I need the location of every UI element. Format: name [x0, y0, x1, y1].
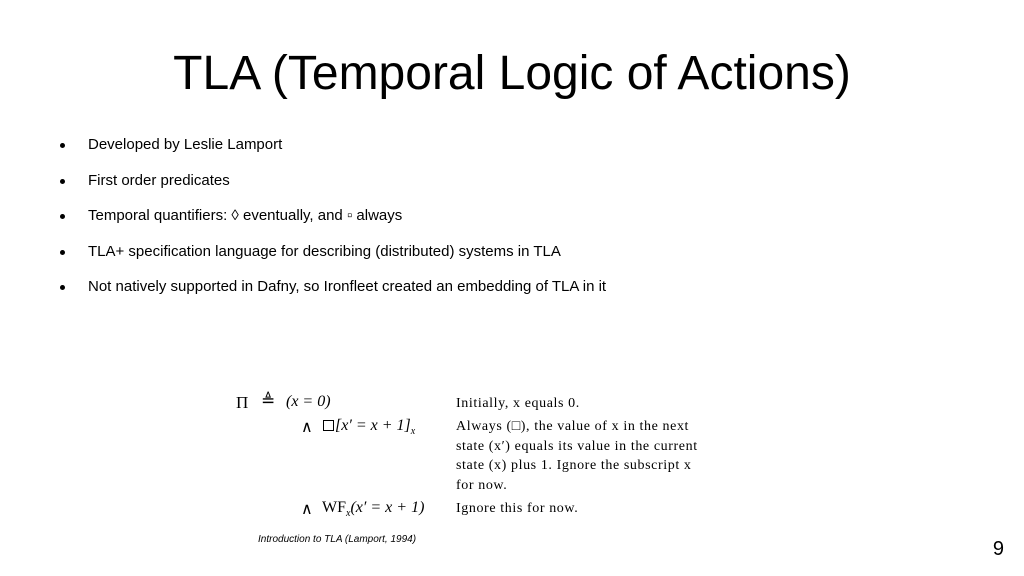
formula-line3-wf: WF: [322, 499, 346, 516]
bullet-dot-icon: [60, 143, 65, 148]
page-number: 9: [992, 538, 1004, 560]
bullet-text: Temporal quantifiers: ◊ eventually, and ▫ always: [88, 207, 403, 224]
figure-caption: Introduction to TLA (Lamport, 1994): [258, 534, 417, 545]
always-box-icon: [323, 420, 334, 431]
bullet-text: Developed by Leslie Lamport: [88, 136, 283, 153]
formula-expl-2-line: Always (□), the value of x in the next: [456, 419, 690, 434]
formula-line2-conj: ∧: [301, 419, 313, 436]
bullet-list: [56, 130, 606, 308]
bullet-dot-icon: [60, 250, 65, 255]
bullet-item: [56, 272, 606, 308]
formula-line3-expr: (x′ = x + 1): [350, 499, 425, 516]
bullet-text: TLA+ specification language for describing (distributed) systems in TLA: [88, 242, 561, 260]
formula-expl-1: Initially, x equals 0.: [456, 396, 580, 411]
formula-pi: Π: [236, 393, 249, 412]
bullet-dot-icon: [60, 214, 65, 219]
formula-expl-2-line: state (x) plus 1. Ignore the subscript x: [456, 458, 692, 473]
bullet-dot-icon: [60, 179, 65, 184]
bullet-text: Not natively supported in Dafny, so Ironfleet created an embedding of TLA in it: [88, 278, 607, 295]
bullet-text: First order predicates: [88, 171, 230, 189]
bullet-item: [56, 237, 606, 273]
formula-expl-2: [456, 417, 728, 495]
tla-formula-figure: [232, 389, 732, 524]
formula-line2: [322, 417, 415, 437]
bullet-item: [56, 130, 606, 166]
formula-line2-expr: [x′ = x + 1]: [335, 417, 411, 434]
formula-line3: [322, 499, 424, 519]
formula-expl-2-line: state (x′) equals its value in the current: [456, 438, 698, 454]
formula-line3-sub: x: [346, 508, 351, 519]
formula-line3-conj: ∧: [301, 501, 313, 518]
bullet-item: [56, 166, 606, 202]
formula-line1-expr: (x = 0): [286, 393, 331, 410]
bullet-dot-icon: [60, 285, 65, 290]
bullet-item: [56, 201, 606, 237]
slide-title: TLA (Temporal Logic of Actions): [173, 47, 851, 100]
formula-expl-2-line: for now.: [456, 477, 508, 493]
formula-defeq: ≜: [261, 391, 276, 410]
formula-line2-sub: x: [410, 426, 416, 437]
formula-expl-3: Ignore this for now.: [456, 501, 579, 516]
